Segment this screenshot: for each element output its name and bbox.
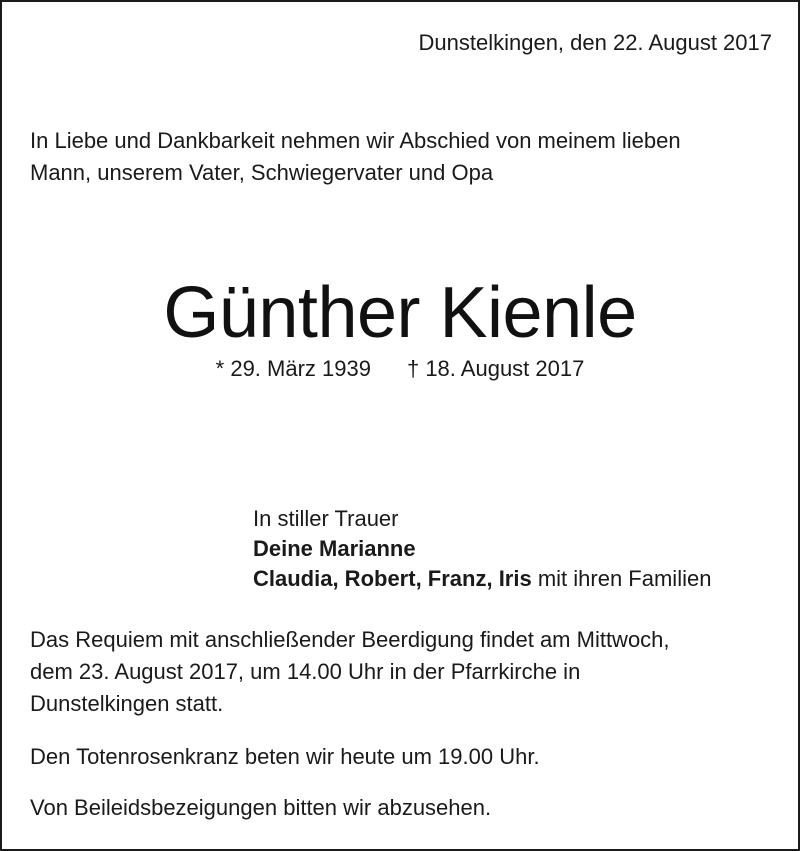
children-names: Claudia, Robert, Franz, Iris [253,566,532,591]
spouse-line [253,534,711,564]
children-line [253,564,711,594]
requiem-line-3: Dunstelkingen statt. [30,691,224,716]
rosary-line: Den Totenrosenkranz beten wir heute um 19.00 Uhr. [30,744,540,769]
intro-line-2: Mann, unserem Vater, Schwiegervater und Opa [30,160,494,185]
rosary-notice [30,741,780,773]
mourning-heading: In stiller Trauer [253,506,399,531]
condolences-notice [30,792,780,824]
place-date: Dunstelkingen, den 22. August 2017 [418,30,772,55]
death-date: † 18. August 2017 [406,356,585,381]
intro-text [30,125,770,189]
life-dates [0,353,800,385]
mourners-block [253,504,711,594]
requiem-line-1: Das Requiem mit anschließender Beerdigung findet am Mittwoch, [30,627,670,652]
requiem-line-2: dem 23. August 2017, um 14.00 Uhr in der Pfarrkirche in [30,659,581,684]
requiem-notice [30,624,780,720]
birth-date: * 29. März 1939 [215,356,371,381]
deceased-name: Günther Kienle [163,273,637,353]
condolences-line: Von Beileidsbezeigungen bitten wir abzusehen. [30,795,492,820]
intro-line-1: In Liebe und Dankbarkeit nehmen wir Abschied von meinem lieben [30,128,681,153]
spouse-name: Deine Marianne [253,536,416,561]
children-suffix: mit ihren Familien [531,566,712,591]
